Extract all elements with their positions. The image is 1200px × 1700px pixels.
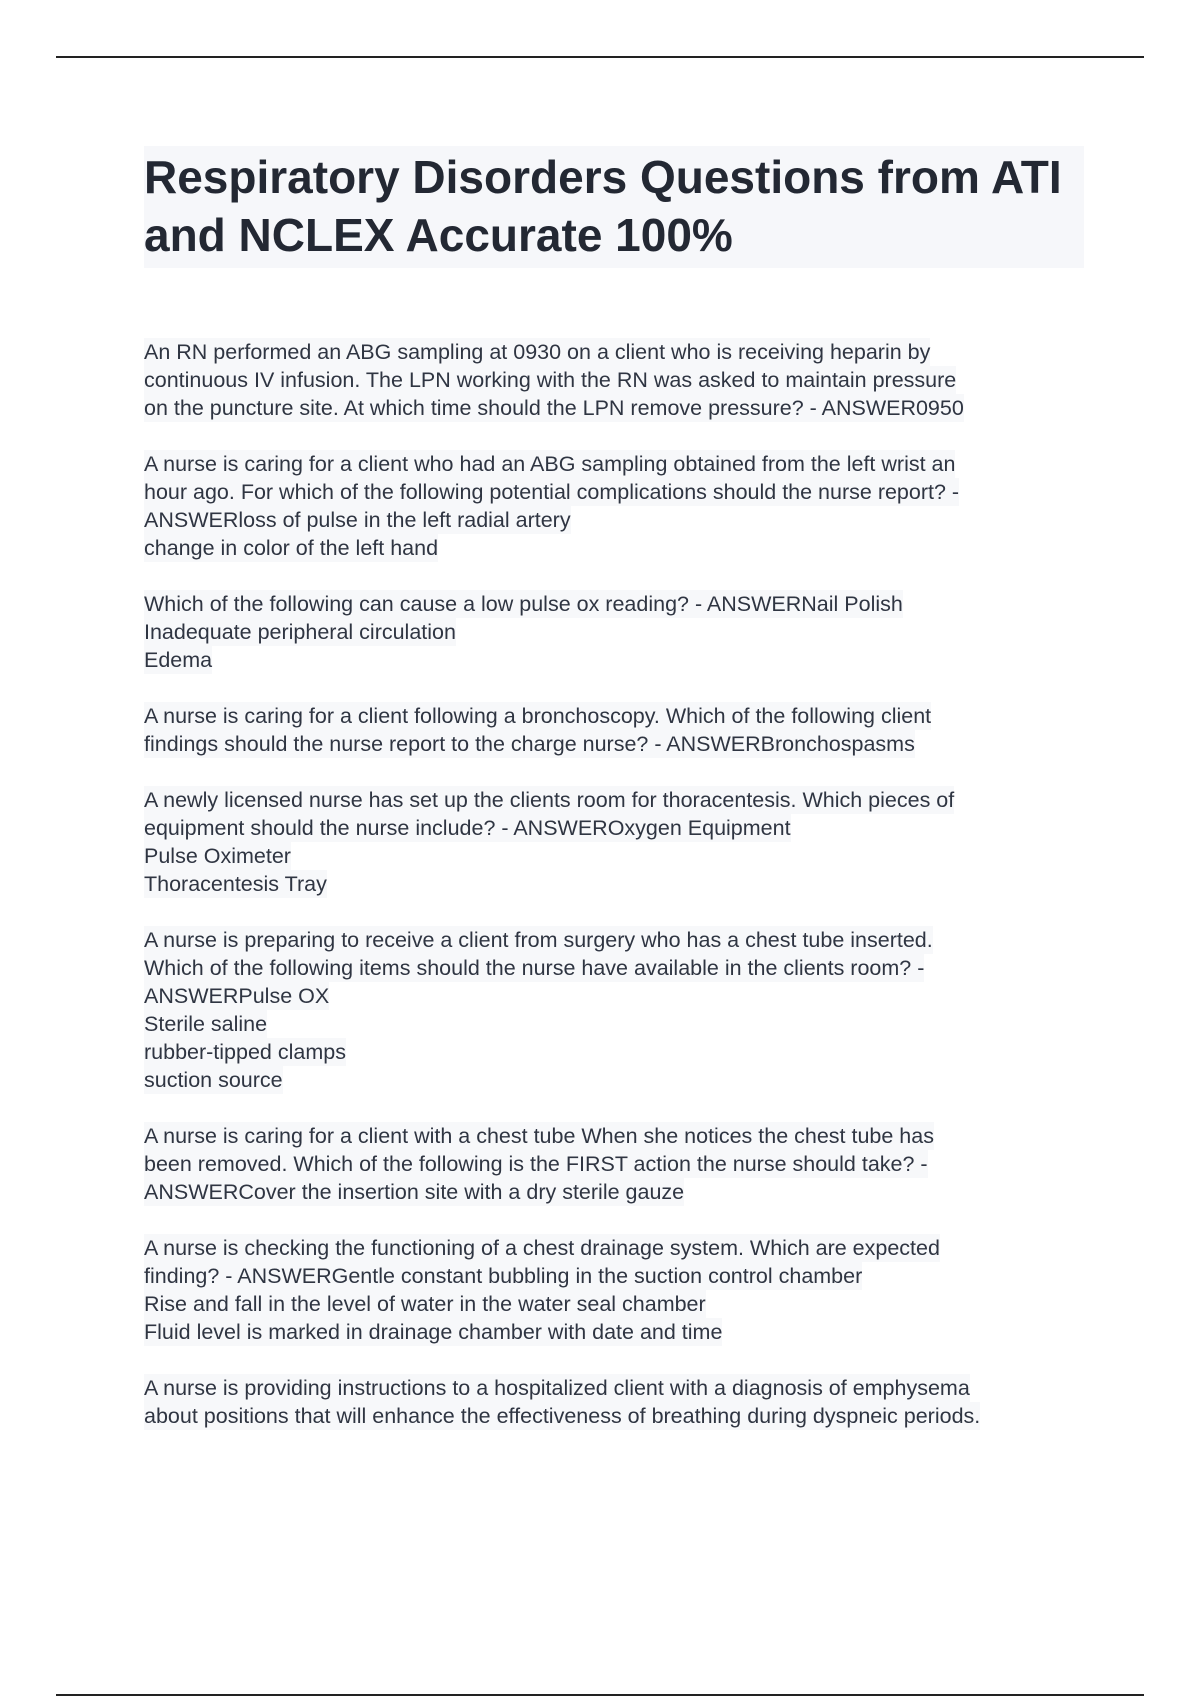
qa-item — [144, 338, 1104, 422]
qa-line: continuous IV infusion. The LPN working with the RN was asked to maintain pressure — [144, 368, 957, 392]
qa-line: Which of the following items should the nurse have available in the clients room? - — [144, 956, 925, 980]
document-title — [144, 146, 1084, 268]
qa-line: ANSWERCover the insertion site with a dry sterile gauze — [144, 1180, 685, 1204]
qa-line: hour ago. For which of the following potential complications should the nurse report? - — [144, 480, 960, 504]
qa-item — [144, 1122, 1104, 1206]
qa-line: suction source — [144, 1068, 283, 1092]
qa-line: Edema — [144, 648, 213, 672]
qa-line: An RN performed an ABG sampling at 0930 on a client who is receiving heparin by — [144, 340, 931, 364]
qa-line: ANSWERloss of pulse in the left radial artery — [144, 508, 571, 532]
qa-line: A nurse is caring for a client following a bronchoscopy. Which of the following client — [144, 704, 932, 728]
document-body — [144, 338, 1104, 1458]
title-line: ATI and NCLEX Accurate 100% — [144, 151, 1062, 261]
qa-line: findings should the nurse report to the charge nurse? - ANSWERBronchospasms — [144, 732, 915, 756]
qa-line: change in color of the left hand — [144, 536, 439, 560]
qa-line: Rise and fall in the level of water in the water seal chamber — [144, 1292, 706, 1316]
qa-line: A nurse is caring for a client who had an ABG sampling obtained from the left wrist an — [144, 452, 956, 476]
qa-line: been removed. Which of the following is the FIRST action the nurse should take? - — [144, 1152, 928, 1176]
bottom-rule — [56, 1694, 1144, 1696]
qa-line: A nurse is caring for a client with a chest tube When she notices the chest tube has — [144, 1124, 934, 1148]
qa-item — [144, 786, 1104, 898]
qa-line: ANSWERPulse OX — [144, 984, 330, 1008]
qa-line: Fluid level is marked in drainage chamber with date and time — [144, 1320, 723, 1344]
qa-item — [144, 702, 1104, 758]
title-text — [144, 148, 1084, 264]
qa-line: A nurse is preparing to receive a client from surgery who has a chest tube inserted. — [144, 928, 933, 952]
qa-line: Which of the following can cause a low pulse ox reading? - ANSWERNail Polish — [144, 592, 903, 616]
qa-item — [144, 926, 1104, 1094]
qa-line: A newly licensed nurse has set up the clients room for thoracentesis. Which pieces of — [144, 788, 955, 812]
qa-line: Sterile saline — [144, 1012, 268, 1036]
qa-item — [144, 590, 1104, 674]
qa-line: about positions that will enhance the effectiveness of breathing during dyspneic periods. — [144, 1404, 981, 1428]
qa-line: on the puncture site. At which time should the LPN remove pressure? - ANSWER0950 — [144, 396, 964, 420]
qa-item — [144, 1374, 1104, 1430]
qa-item — [144, 450, 1104, 562]
qa-line: Thoracentesis Tray — [144, 872, 327, 896]
qa-line: rubber-tipped clamps — [144, 1040, 346, 1064]
qa-line: A nurse is providing instructions to a hospitalized client with a diagnosis of emphysema — [144, 1376, 970, 1400]
qa-line: A nurse is checking the functioning of a chest drainage system. Which are expected — [144, 1236, 940, 1260]
qa-line: Inadequate peripheral circulation — [144, 620, 456, 644]
title-line: Respiratory Disorders Questions from — [144, 151, 980, 203]
qa-item — [144, 1234, 1104, 1346]
qa-line: finding? - ANSWERGentle constant bubbling in the suction control chamber — [144, 1264, 863, 1288]
top-rule — [56, 56, 1144, 58]
qa-line: Pulse Oximeter — [144, 844, 291, 868]
qa-line: equipment should the nurse include? - ANSWEROxygen Equipment — [144, 816, 791, 840]
